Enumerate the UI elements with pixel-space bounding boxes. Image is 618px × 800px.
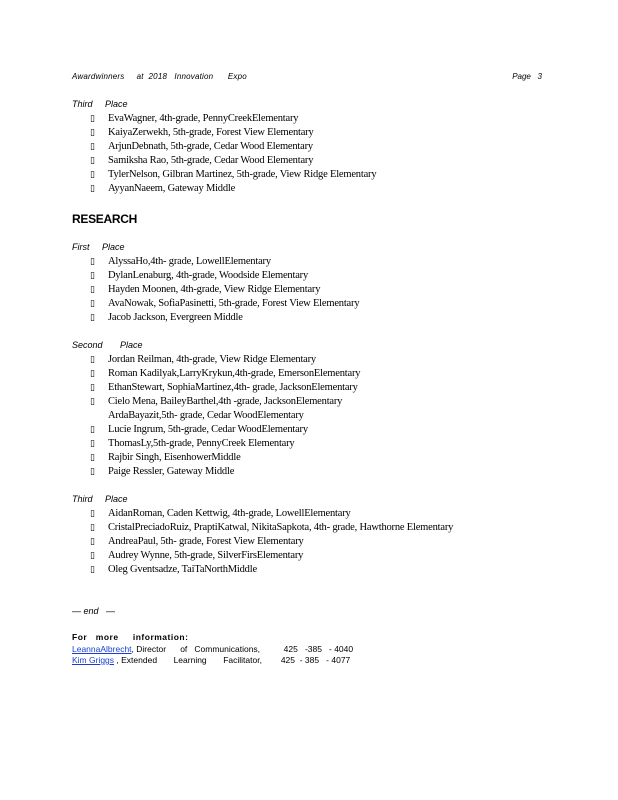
list-item: ▯ Oleg Gventsadze, TaiTaNorthMiddle — [90, 564, 257, 575]
bullet-icon: ▯ — [90, 114, 95, 124]
bullet-icon: ▯ — [90, 509, 95, 519]
list-item: ▯ KaiyaZerwekh, 5th-grade, Forest View Elementary — [90, 127, 314, 138]
list-item: ▯ AidanRoman, Caden Kettwig, 4th-grade, LowellElementary — [90, 508, 351, 519]
list-item: ▯ Cielo Mena, BaileyBarthel,4th -grade, JacksonElementary — [90, 396, 343, 407]
list-item: ▯ Lucie Ingrum, 5th-grade, Cedar WoodElementary — [90, 424, 308, 435]
header-page-number: Page 3 — [512, 72, 542, 81]
bullet-icon: ▯ — [90, 170, 95, 180]
contact-details: , Director of Communications, 425 -385 - 4040 — [131, 643, 354, 654]
list-second-place — [90, 353, 360, 479]
contact-details: , Extended Learning Facilitator, 425 - 385 - 4077 — [114, 655, 351, 665]
bullet-icon: ▯ — [90, 299, 95, 309]
page-header — [72, 72, 542, 84]
list-item: ▯ ArjunDebnath, 5th-grade, Cedar Wood Elementary — [90, 141, 313, 152]
list-item: ▯ Jacob Jackson, Evergreen Middle — [90, 312, 243, 323]
bullet-icon: ▯ — [90, 156, 95, 166]
contact-row — [72, 644, 353, 656]
end-marker: — end — — [72, 606, 116, 616]
bullet-icon: ▯ — [90, 142, 95, 152]
contact-row — [72, 655, 353, 667]
section-label-third-place: Third Place — [72, 99, 128, 109]
bullet-icon: ▯ — [90, 551, 95, 561]
header-left: Awardwinners at 2018 Innovation Expo — [72, 72, 247, 81]
bullet-icon: ▯ — [90, 397, 95, 407]
list-item: ▯ Rajbir Singh, EisenhowerMiddle — [90, 452, 241, 463]
list-third-place-research — [90, 507, 453, 577]
contact-heading: For more information: — [72, 632, 189, 642]
list-item: ▯ TylerNelson, Gilbran Martinez, 5th-grade, View Ridge Elementary — [90, 169, 377, 180]
list-item: ▯ Samiksha Rao, 5th-grade, Cedar Wood Elementary — [90, 155, 314, 166]
list-item: ▯ AlyssaHo,4th- grade, LowellElementary — [90, 256, 271, 267]
section-title-research: RESEARCH — [72, 212, 137, 226]
bullet-icon: ▯ — [90, 128, 95, 138]
bullet-icon: ▯ — [90, 453, 95, 463]
bullet-icon: ▯ — [90, 467, 95, 477]
list-item: ▯ AyyanNaeem, Gateway Middle — [90, 183, 236, 194]
bullet-icon: ▯ — [90, 285, 95, 295]
bullet-icon: ▯ — [90, 355, 95, 365]
list-third-place — [90, 112, 376, 196]
bullet-icon: ▯ — [90, 537, 95, 547]
list-item: ▯ DylanLenaburg, 4th-grade, Woodside Elementary — [90, 270, 308, 281]
list-item: ▯ EvaWagner, 4th-grade, PennyCreekElementary — [90, 113, 299, 124]
bullet-icon: ▯ — [90, 184, 95, 194]
contact-link-kim-griggs[interactable]: Kim Griggs — [72, 655, 115, 665]
section-label-second-place: Second Place — [72, 340, 143, 350]
bullet-icon: ▯ — [90, 425, 95, 435]
list-first-place — [90, 255, 359, 325]
list-item: ▯ Hayden Moonen, 4th-grade, View Ridge Elementary — [90, 284, 321, 295]
bullet-icon: ▯ — [90, 383, 95, 393]
list-item: ▯ Audrey Wynne, 5th-grade, SilverFirsElementary — [90, 550, 304, 561]
bullet-icon: ▯ — [90, 565, 95, 575]
contact-link-leanna-albrecht[interactable]: LeannaAlbrecht — [72, 643, 132, 654]
bullet-icon: ▯ — [90, 257, 95, 267]
list-item: ▯ Paige Ressler, Gateway Middle — [90, 466, 235, 477]
contact-info — [72, 632, 353, 667]
list-item: ▯ ThomasLy,5th-grade, PennyCreek Elementary — [90, 438, 295, 449]
bullet-icon: ▯ — [90, 523, 95, 533]
section-label-first-place: First Place — [72, 242, 125, 252]
list-item-continuation: ArdaBayazit,5th- grade, Cedar WoodElementary — [108, 410, 304, 421]
list-item: ▯ AndreaPaul, 5th- grade, Forest View Elementary — [90, 536, 304, 547]
list-item: ▯ Roman Kadilyak,LarryKrykun,4th-grade, EmersonElementary — [90, 368, 361, 379]
list-item: ▯ CristalPreciadoRuiz, PraptiKatwal, NikitaSapkota, 4th- grade, Hawthorne Elementary — [90, 522, 454, 533]
list-item: ▯ EthanStewart, SophiaMartinez,4th- grade, JacksonElementary — [90, 382, 358, 393]
bullet-icon: ▯ — [90, 439, 95, 449]
bullet-icon: ▯ — [90, 369, 95, 379]
list-item: ▯ Jordan Reilman, 4th-grade, View Ridge Elementary — [90, 354, 316, 365]
bullet-icon: ▯ — [90, 313, 95, 323]
section-label-third-place-research: Third Place — [72, 494, 128, 504]
bullet-icon: ▯ — [90, 271, 95, 281]
list-item: ▯ AvaNowak, SofiaPasinetti, 5th-grade, Forest View Elementary — [90, 298, 360, 309]
